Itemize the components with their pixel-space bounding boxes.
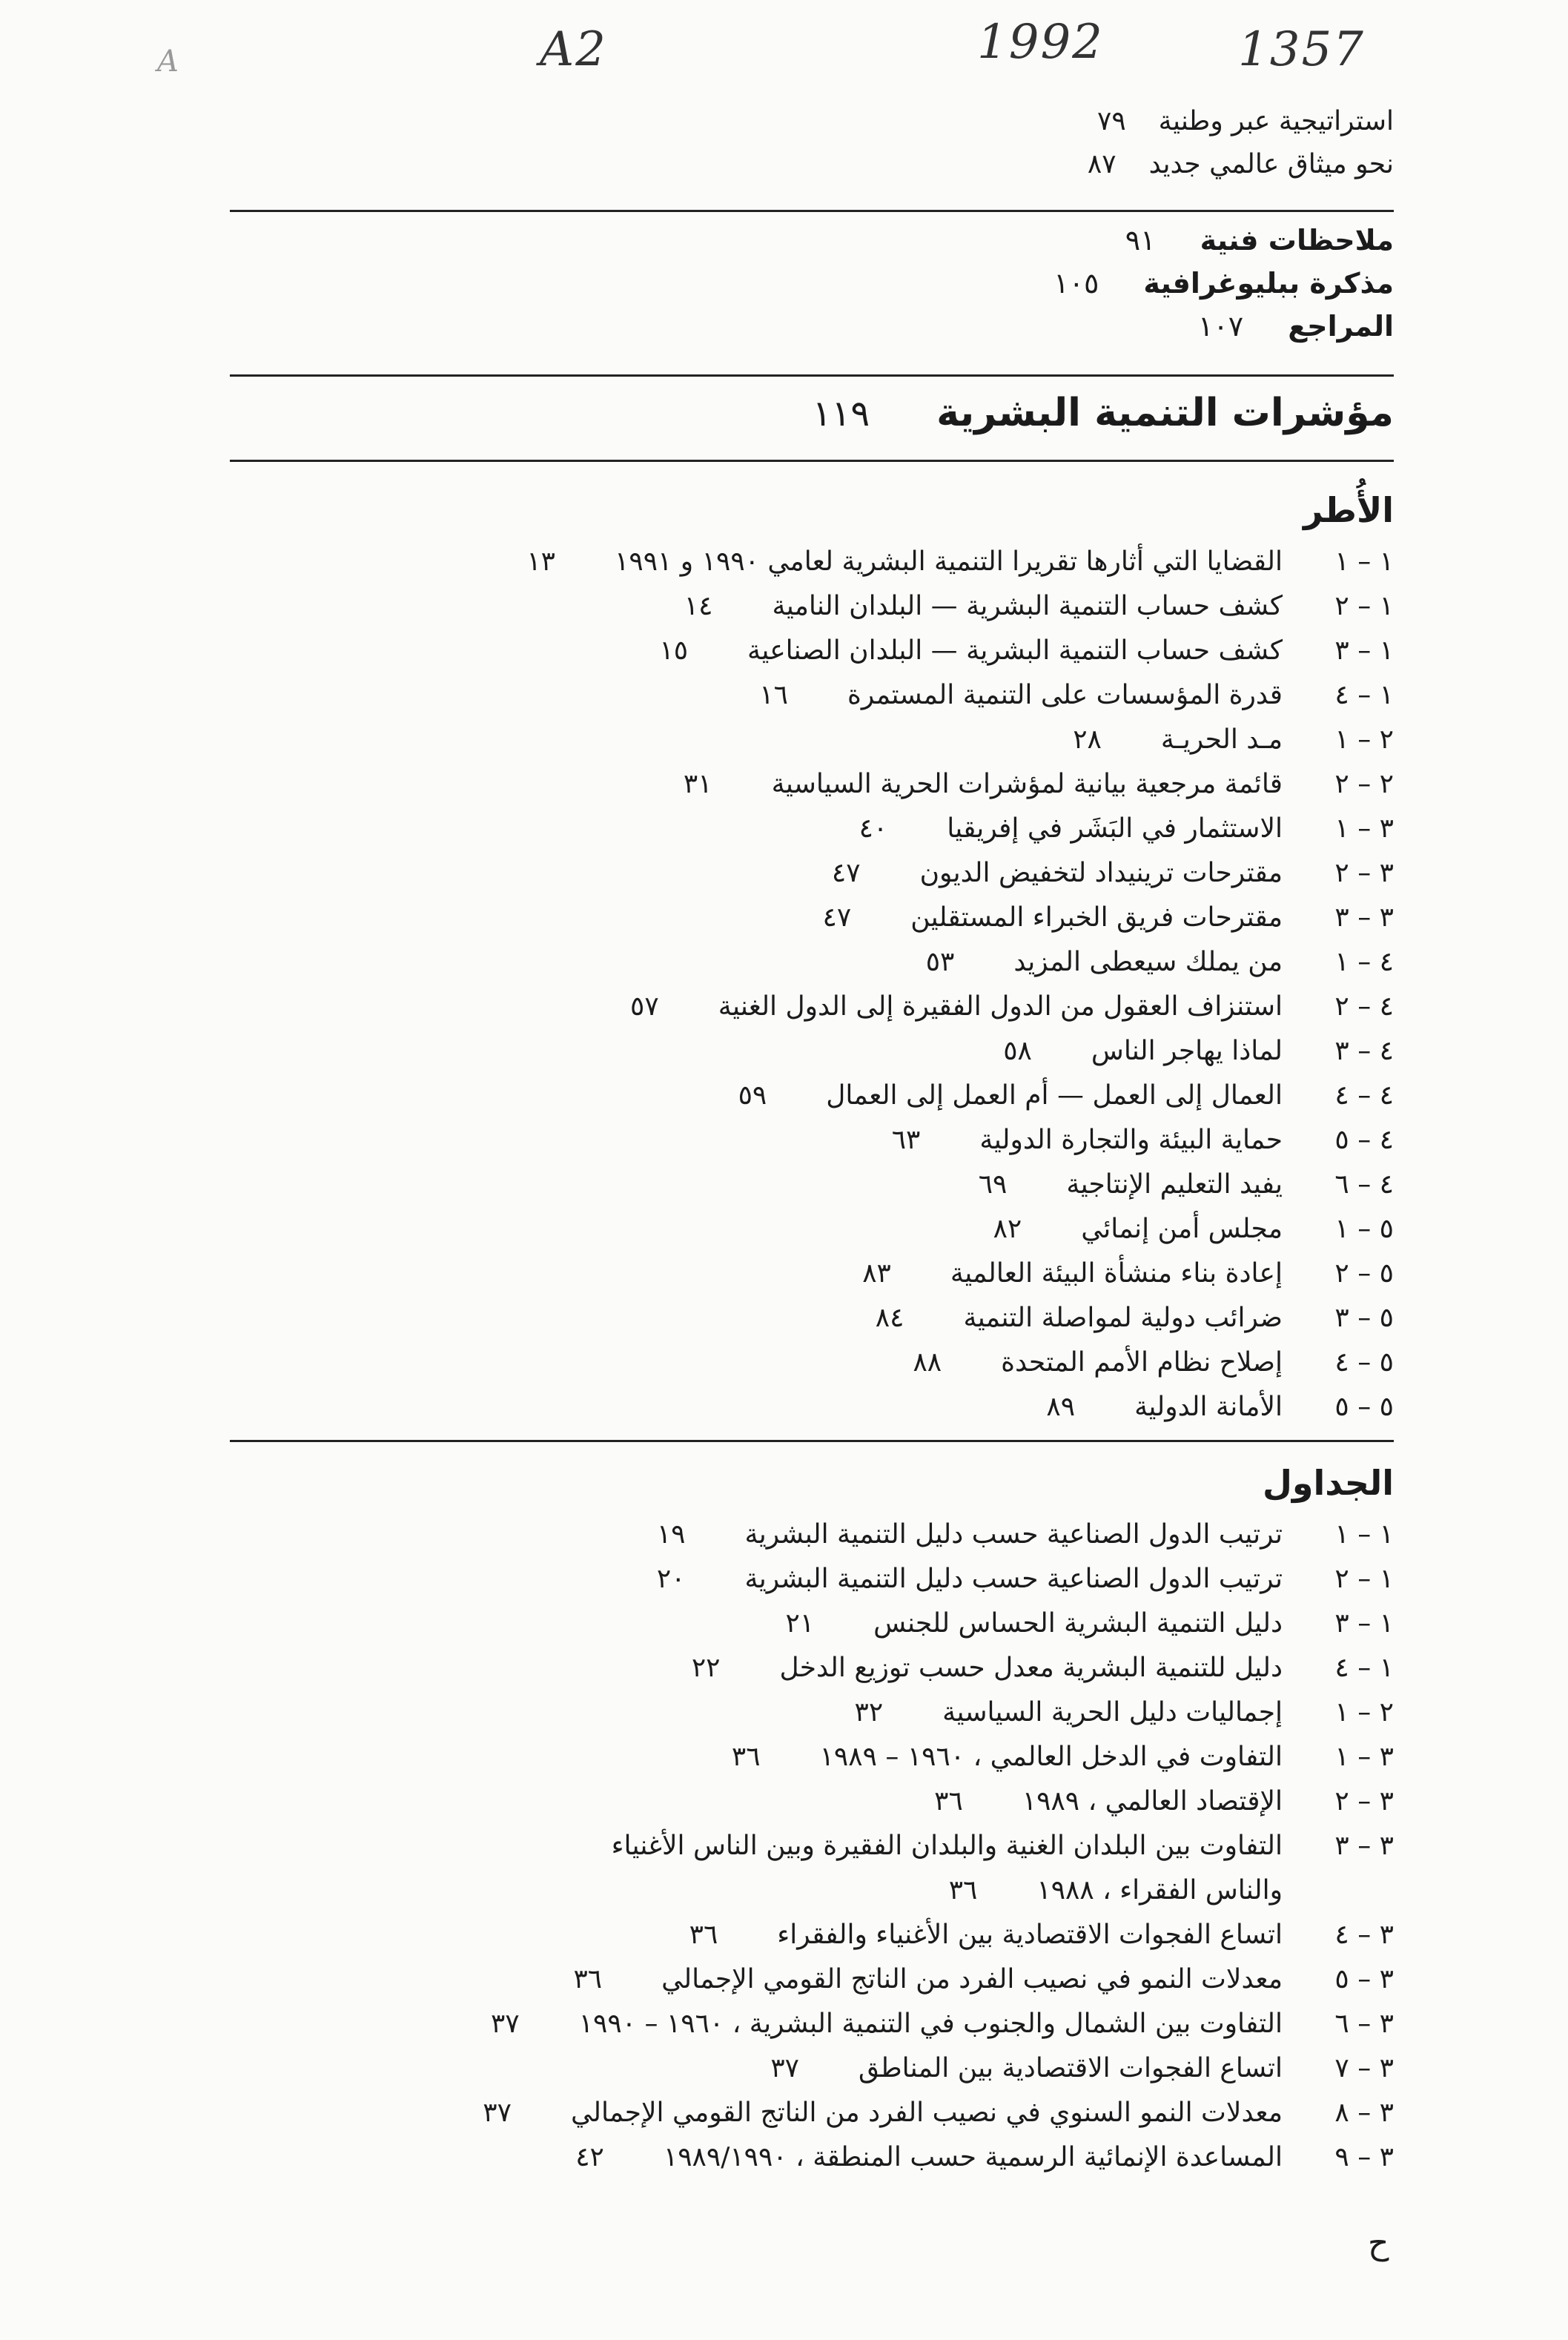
entry-number: ٤ – ٤ [1334,1080,1394,1111]
entry-page: ٨٣ [862,1258,891,1289]
entry-page: ١٣ [526,546,556,577]
tables-section [230,1453,1394,2180]
divider [230,1440,1394,1442]
entry-title: معدلات النمو في نصيب الفرد من الناتج القومي الإجمالي [661,1964,1283,1994]
toc-entry [230,1957,1394,2002]
entry-number: ٤ – ٢ [1334,991,1394,1022]
boxes-list [230,540,1394,1430]
entry-number: ١ – ٣ [1334,635,1394,666]
entry-title: استراتيجية عبر وطنية [1158,106,1394,136]
entry-number: ١ – ٢ [1334,591,1394,621]
divider [230,460,1394,462]
entry-page: ٨٩ [1046,1392,1076,1422]
divider [230,374,1394,377]
entry-page: ٤٧ [822,902,852,933]
entry-title: الاستثمار في البَشَر في إفريقيا [947,813,1283,844]
toc-entry [230,305,1394,348]
toc-entry [230,1074,1394,1118]
entry-number: ١ – ١ [1334,546,1394,577]
entry-number: ٣ – ١ [1334,813,1394,844]
handwritten-number: 1357 [1238,22,1365,77]
entry-title: حماية البيئة والتجارة الدولية [979,1125,1283,1155]
entry-page: ٢٨ [1073,724,1102,755]
toc-entry [230,1163,1394,1207]
toc-entry [230,1207,1394,1252]
toc-entry [230,896,1394,940]
entry-title: نحو ميثاق عالمي جديد [1148,149,1394,179]
entry-page: ٣٧ [483,2098,512,2128]
entry-title: مذكرة ببليوغرافية [1143,267,1394,300]
toc-entry [230,100,1394,143]
entry-page: ٨٤ [875,1303,904,1333]
entry-page: ١٥ [659,635,689,666]
entry-title: ترتيب الدول الصناعية حسب دليل التنمية البشرية [744,1519,1283,1550]
tables-list [230,1513,1394,2180]
entry-number: ٥ – ٤ [1334,1347,1394,1378]
entry-title: المراجع [1288,310,1394,343]
toc-entry [230,940,1394,985]
entry-title: استنزاف العقول من الدول الفقيرة إلى الدول الغنية [718,991,1283,1022]
toc-entry [230,1602,1394,1646]
entry-page: ١٩ [656,1519,686,1550]
entry-title: مقترحات ترينيداد لتخفيض الديون [919,858,1283,888]
toc-entry [230,1029,1394,1074]
entry-page: ٨٢ [993,1214,1022,1244]
entry-title: إجماليات دليل الحرية السياسية [942,1697,1283,1728]
entry-title: قائمة مرجعية بيانية لمؤشرات الحرية السياسية [771,769,1283,799]
entry-title: من يملك سيعطى المزيد [1013,947,1283,977]
entry-title: ترتيب الدول الصناعية حسب دليل التنمية البشرية [744,1564,1283,1594]
entry-title: ضرائب دولية لمواصلة التنمية [963,1303,1283,1333]
entry-page: ٩١ [1125,224,1156,257]
entry-title: إعادة بناء منشأة البيئة العالمية [950,1258,1283,1289]
entry-number: ٣ – ٢ [1334,1786,1394,1817]
entry-page: ٣٦ [689,1920,718,1950]
toc-entry [230,584,1394,629]
entry-page: ٣٦ [731,1742,761,1772]
toc-entry [230,1913,1394,1957]
boxes-section [230,480,1394,1430]
toc-entry [230,143,1394,186]
toc-entry [230,1296,1394,1341]
entry-page: ١٠٧ [1197,310,1244,343]
toc-entry [230,1118,1394,1163]
entry-number: ١ – ٤ [1334,680,1394,710]
toc-entry [230,1385,1394,1430]
entry-page: ٤٠ [859,813,888,844]
entry-title: دليل التنمية البشرية الحساس للجنس [873,1608,1283,1639]
indicators-entry [230,380,1394,447]
entry-page: ٢٠ [656,1564,686,1594]
entry-page: ٥٧ [630,991,659,1022]
entry-title: التفاوت في الدخل العالمي ، ١٩٦٠ – ١٩٨٩ [819,1742,1283,1772]
entry-title: قدرة المؤسسات على التنمية المستمرة [847,680,1283,710]
page-letter: ح [1368,2224,1389,2262]
entry-number: ٢ – ١ [1334,1697,1394,1728]
toc-entry [230,219,1394,262]
entry-number: ٤ – ٣ [1334,1036,1394,1066]
toc-entry [230,807,1394,851]
entry-page: ٥٨ [1003,1036,1032,1066]
toc-entry [230,2002,1394,2046]
entry-page: ٣٧ [770,2053,799,2083]
entry-title: القضايا التي أثارها تقريرا التنمية البشرية لعامي ١٩٩٠ و ١٩٩١ [615,546,1283,577]
entry-title: اتساع الفجوات الاقتصادية بين الأغنياء والفقراء [777,1920,1283,1950]
entry-title: اتساع الفجوات الاقتصادية بين المناطق [859,2053,1283,2083]
entry-number: ٥ – ٢ [1334,1258,1394,1289]
entry-title: العمال إلى العمل — أم العمل إلى العمال [826,1080,1283,1111]
entry-title: إصلاح نظام الأمم المتحدة [1001,1347,1283,1378]
entry-number: ٣ – ٣ [1334,1831,1394,1861]
toc-entry [230,718,1394,762]
entry-title: كشف حساب التنمية البشرية — البلدان الصناعية [747,635,1283,666]
entry-title: لماذا يهاجر الناس [1091,1036,1283,1066]
entry-page: ٣٦ [573,1964,603,1994]
indicators-title: مؤشرات التنمية البشرية [936,391,1394,435]
entry-number: ٥ – ١ [1334,1214,1394,1244]
toc-entry [230,1779,1394,1824]
entry-page: ٤٢ [575,2142,604,2172]
entry-page: ٣٦ [934,1786,963,1817]
entry-number: ٣ – ١ [1334,1742,1394,1772]
toc-entry [230,1868,1394,1913]
entry-number: ٣ – ٧ [1334,2053,1394,2083]
entry-title: ملاحظات فنية [1200,224,1394,257]
entry-title: كشف حساب التنمية البشرية — البلدان النامية [772,591,1283,621]
entry-title: مـد الحريـة [1160,724,1283,755]
toc-entry [230,851,1394,896]
divider [230,210,1394,212]
entry-title: معدلات النمو السنوي في نصيب الفرد من الناتج القومي الإجمالي [570,2098,1283,2128]
entry-title: الأمانة الدولية [1134,1392,1283,1422]
entry-title: الإقتصاد العالمي ، ١٩٨٩ [1022,1786,1283,1817]
entry-page: ٣١ [683,769,712,799]
entry-page: ٥٩ [738,1080,767,1111]
entry-page: ٨٧ [1087,149,1117,179]
entry-page: ٢٢ [691,1653,721,1683]
entry-title: المساعدة الإنمائية الرسمية حسب المنطقة ، ١٩٨٩/١٩٩٠ [663,2142,1283,2172]
entry-number: ٣ – ٣ [1334,902,1394,933]
entry-page: ٣٦ [948,1875,978,1906]
toc-entry [230,1341,1394,1385]
toc-entry [230,2046,1394,2091]
entry-title: مجلس أمن إنمائي [1081,1214,1283,1244]
toc-entry [230,2135,1394,2180]
top-entries [230,100,1394,186]
entry-page: ١٦ [759,680,788,710]
toc-entry [230,262,1394,305]
entry-number: ٢ – ١ [1334,724,1394,755]
toc-entry [230,2091,1394,2135]
entry-page: ٧٩ [1096,106,1126,136]
entry-number: ١ – ٣ [1334,1608,1394,1639]
indicators-page: ١١٩ [812,393,870,434]
toc-entry [230,1690,1394,1735]
entry-number: ٢ – ٢ [1334,769,1394,799]
entry-number: ٣ – ٦ [1334,2009,1394,2039]
entry-number: ٤ – ٥ [1334,1125,1394,1155]
entry-number: ١ – ١ [1334,1519,1394,1550]
toc-entry [230,1252,1394,1296]
entry-number: ٥ – ٥ [1334,1392,1394,1422]
entry-page: ٥٣ [925,947,955,977]
handwritten-code: A2 [540,22,607,77]
notes-entries [230,219,1394,348]
toc-entry [230,629,1394,673]
entry-page: ٦٣ [891,1125,921,1155]
entry-title: والناس الفقراء ، ١٩٨٨ [1036,1875,1283,1906]
entry-page: ٦٩ [978,1169,1008,1200]
toc-entry [230,673,1394,718]
tables-heading: الجداول [1262,1463,1394,1503]
entry-number: ١ – ٤ [1334,1653,1394,1683]
entry-number: ٣ – ٢ [1334,858,1394,888]
toc-entry [230,1735,1394,1779]
entry-number: ٤ – ٦ [1334,1169,1394,1200]
toc-entry [230,985,1394,1029]
entry-title: التفاوت بين الشمال والجنوب في التنمية البشرية ، ١٩٦٠ – ١٩٩٠ [578,2009,1283,2039]
entry-page: ١٠٥ [1053,267,1099,300]
toc-entry [230,540,1394,584]
boxes-heading: الأُطر [1303,490,1394,530]
entry-title: دليل للتنمية البشرية معدل حسب توزيع الدخل [779,1653,1283,1683]
toc-entry [230,1513,1394,1557]
handwritten-year: 1992 [977,15,1104,70]
toc-entry [230,762,1394,807]
entry-number: ٣ – ٩ [1334,2142,1394,2172]
toc-entry [230,1557,1394,1602]
entry-number: ٥ – ٣ [1334,1303,1394,1333]
entry-number: ٣ – ٤ [1334,1920,1394,1950]
entry-page: ١٤ [684,591,713,621]
entry-page: ٢١ [785,1608,815,1639]
pencil-letter-a: A [157,44,180,79]
entry-page: ٣٢ [854,1697,884,1728]
toc-entry [230,1646,1394,1690]
entry-page: ٨٨ [913,1347,942,1378]
entry-number: ٤ – ١ [1334,947,1394,977]
entry-title: يفيد التعليم الإنتاجية [1066,1169,1283,1200]
entry-page: ٣٧ [491,2009,520,2039]
entry-page: ٤٧ [831,858,861,888]
entry-title: مقترحات فريق الخبراء المستقلين [910,902,1283,933]
entry-number: ١ – ٢ [1334,1564,1394,1594]
entry-number: ٣ – ٥ [1334,1964,1394,1994]
toc-entry [230,1824,1394,1868]
entry-title: التفاوت بين البلدان الغنية والبلدان الفقيرة وبين الناس الأغنياء [611,1831,1283,1861]
entry-number: ٣ – ٨ [1334,2098,1394,2128]
